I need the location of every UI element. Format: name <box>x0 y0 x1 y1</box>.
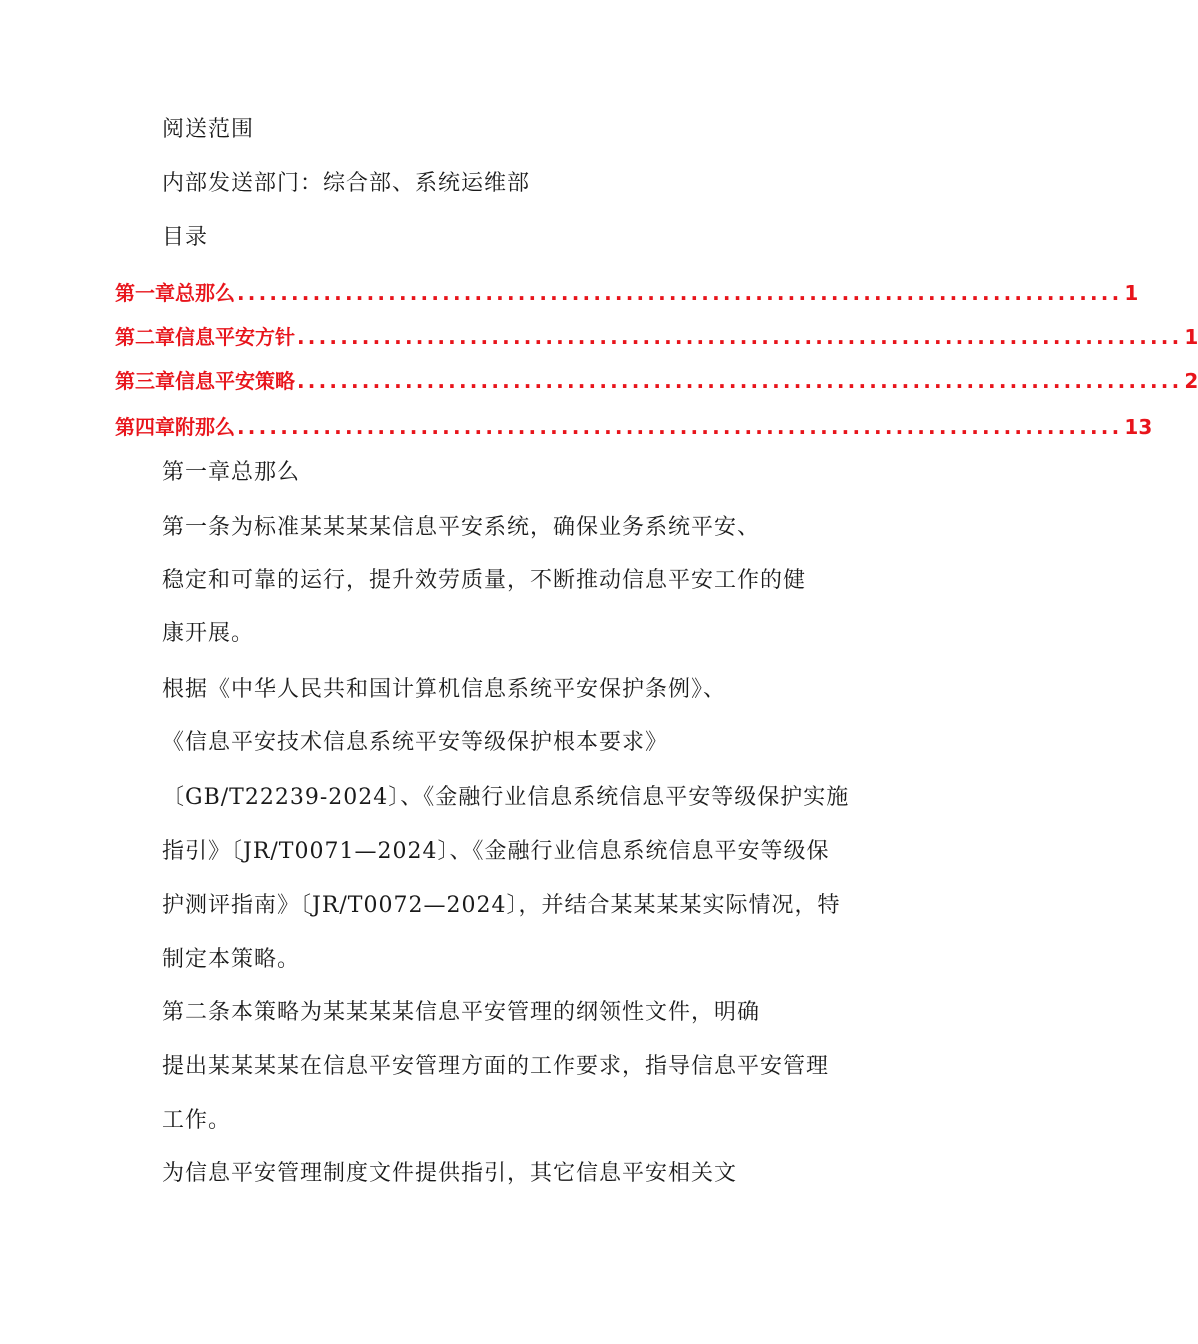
toc-heading: 目录 <box>162 225 209 250</box>
toc-entry-title: 第三章信息平安策略 <box>115 369 295 393</box>
toc-entry[interactable] <box>115 366 1198 396</box>
toc-entry-page: 1 <box>1184 325 1198 349</box>
toc-entry[interactable] <box>115 412 1153 442</box>
body-line: 稳定和可靠的运行，提升效劳质量，不断推动信息平安工作的健 <box>162 568 807 593</box>
body-line: 第二条本策略为某某某某信息平安管理的纲领性文件，明确 <box>162 1000 761 1025</box>
body-line: 工作。 <box>162 1108 232 1133</box>
body-line: 为信息平安管理制度文件提供指引，其它信息平安相关文 <box>162 1161 738 1186</box>
body-line: 根据《中华人民共和国计算机信息系统平安保护条例》、 <box>162 677 727 702</box>
body-line: 康开展。 <box>162 621 255 646</box>
distribution-heading: 阅送范围 <box>162 117 255 142</box>
toc-entry[interactable] <box>115 322 1198 352</box>
body-line: 护测评指南》〔JR/T0072—2024〕，并结合某某某某实际情况，特 <box>162 893 841 918</box>
body-line: 制定本策略。 <box>162 947 301 972</box>
toc-entry[interactable] <box>115 278 1139 308</box>
toc-entry-title: 第一章总那么 <box>115 281 235 305</box>
toc-entry-title: 第四章附那么 <box>115 415 235 439</box>
toc-entry-leader: .................................................................................. <box>237 415 1123 439</box>
toc-entry-page: 13 <box>1124 415 1153 439</box>
toc-entry-leader: .................................................................................. <box>297 325 1183 349</box>
toc-entry-title: 第二章信息平安方针 <box>115 325 295 349</box>
body-line: 第一条为标准某某某某信息平安系统，确保业务系统平安、 <box>162 515 761 540</box>
body-line: 指引》〔JR/T0071—2024〕、《金融行业信息系统信息平安等级保 <box>162 839 830 864</box>
distribution-internal: 内部发送部门：综合部、系统运维部 <box>162 171 531 196</box>
toc-entry-leader: .................................................................................. <box>297 369 1183 393</box>
body-line: 《信息平安技术信息系统平安等级保护根本要求》 <box>162 730 669 755</box>
toc-entry-leader: .................................................................................. <box>237 281 1123 305</box>
toc-entry-page: 1 <box>1124 281 1139 305</box>
body-line: 〔GB/T22239-2024〕、《金融行业信息系统信息平安等级保护实施 <box>162 785 850 810</box>
toc-entry-page: 2 <box>1184 369 1198 393</box>
chapter-title: 第一章总那么 <box>162 460 301 485</box>
body-line: 提出某某某某在信息平安管理方面的工作要求，指导信息平安管理 <box>162 1054 830 1079</box>
